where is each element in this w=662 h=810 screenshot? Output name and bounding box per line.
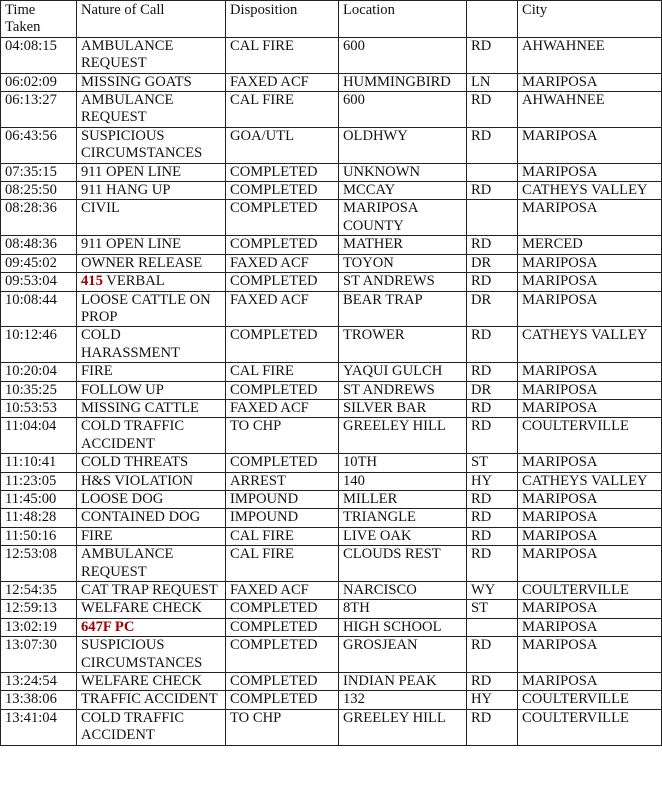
nature-of-call-text: SUSPICIOUS CIRCUMSTANCES [81, 637, 203, 671]
time-taken-cell: 13:38:06 [1, 691, 77, 709]
disposition-cell: CAL FIRE [226, 37, 339, 73]
street-suffix-cell: RD [467, 418, 518, 454]
time-taken-cell: 08:25:50 [1, 182, 77, 200]
city-cell: COULTERVILLE [518, 691, 662, 709]
street-suffix-cell: LN [467, 73, 518, 91]
nature-of-call-text: VERBAL [102, 273, 165, 290]
table-row [1, 399, 662, 417]
time-taken-cell: 10:08:44 [1, 291, 77, 327]
street-suffix-cell [467, 163, 518, 181]
nature-of-call-cell [77, 454, 226, 472]
city-cell: MERCED [518, 236, 662, 254]
time-taken-cell: 11:10:41 [1, 454, 77, 472]
time-taken-cell: 13:07:30 [1, 637, 77, 673]
street-suffix-cell: ST [467, 454, 518, 472]
table-row [1, 236, 662, 254]
time-taken-cell: 11:23:05 [1, 472, 77, 490]
disposition-cell: FAXED ACF [226, 254, 339, 272]
location-cell: ST ANDREWS [339, 381, 467, 399]
table-row [1, 709, 662, 745]
time-taken-cell: 13:24:54 [1, 673, 77, 691]
table-row [1, 618, 662, 636]
location-cell: ST ANDREWS [339, 273, 467, 291]
disposition-cell: COMPLETED [226, 163, 339, 181]
nature-of-call-cell [77, 691, 226, 709]
table-row [1, 163, 662, 181]
table-row [1, 363, 662, 381]
location-cell: TOYON [339, 254, 467, 272]
nature-of-call-cell [77, 273, 226, 291]
city-cell: AHWAHNEE [518, 92, 662, 128]
city-cell: COULTERVILLE [518, 418, 662, 454]
street-suffix-cell [467, 200, 518, 236]
nature-of-call-cell [77, 637, 226, 673]
location-cell: 600 [339, 92, 467, 128]
nature-of-call-text: 911 OPEN LINE [81, 236, 181, 253]
city-cell: MARIPOSA [518, 490, 662, 508]
disposition-cell: TO CHP [226, 418, 339, 454]
nature-of-call-text: TRAFFIC ACCIDENT [81, 691, 218, 708]
city-cell: CATHEYS VALLEY [518, 327, 662, 363]
street-suffix-cell: DR [467, 381, 518, 399]
city-cell: MARIPOSA [518, 637, 662, 673]
time-taken-cell: 10:12:46 [1, 327, 77, 363]
table-row [1, 546, 662, 582]
city-cell: MARIPOSA [518, 73, 662, 91]
nature-of-call-text: FIRE [81, 363, 113, 380]
city-cell: CATHEYS VALLEY [518, 182, 662, 200]
disposition-cell: COMPLETED [226, 273, 339, 291]
location-cell: TRIANGLE [339, 509, 467, 527]
location-cell: SILVER BAR [339, 399, 467, 417]
time-taken-cell: 11:45:00 [1, 490, 77, 508]
disposition-cell: ARREST [226, 472, 339, 490]
disposition-cell: FAXED ACF [226, 291, 339, 327]
table-row [1, 92, 662, 128]
disposition-cell: COMPLETED [226, 600, 339, 618]
table-row [1, 600, 662, 618]
nature-of-call-text: H&S VIOLATION [81, 472, 194, 489]
nature-of-call-text: COLD THREATS [81, 454, 189, 471]
disposition-cell: FAXED ACF [226, 73, 339, 91]
table-row [1, 37, 662, 73]
nature-of-call-text: OWNER RELEASE [81, 254, 203, 271]
time-taken-cell: 09:53:04 [1, 273, 77, 291]
street-suffix-cell: RD [467, 273, 518, 291]
table-row [1, 200, 662, 236]
nature-of-call-cell [77, 472, 226, 490]
city-cell: MARIPOSA [518, 200, 662, 236]
street-suffix-cell: WY [467, 582, 518, 600]
nature-of-call-cell [77, 490, 226, 508]
table-row [1, 691, 662, 709]
location-cell: BEAR TRAP [339, 291, 467, 327]
location-cell: MARIPOSA COUNTY [339, 200, 467, 236]
city-cell: MARIPOSA [518, 600, 662, 618]
nature-of-call-cell [77, 127, 226, 163]
disposition-cell: COMPLETED [226, 381, 339, 399]
time-taken-cell: 08:48:36 [1, 236, 77, 254]
city-cell: MARIPOSA [518, 291, 662, 327]
street-suffix-cell: RD [467, 673, 518, 691]
nature-of-call-cell [77, 527, 226, 545]
disposition-cell: CAL FIRE [226, 527, 339, 545]
location-cell: MCCAY [339, 182, 467, 200]
street-suffix-cell: DR [467, 254, 518, 272]
nature-of-call-cell [77, 363, 226, 381]
header-location: Location [339, 1, 467, 38]
nature-of-call-text: FIRE [81, 527, 113, 544]
street-suffix-cell: RD [467, 709, 518, 745]
nature-of-call-cell [77, 291, 226, 327]
location-cell: CLOUDS REST [339, 546, 467, 582]
location-cell: 132 [339, 691, 467, 709]
time-taken-cell: 09:45:02 [1, 254, 77, 272]
time-taken-cell: 07:35:15 [1, 163, 77, 181]
time-taken-cell: 13:02:19 [1, 618, 77, 636]
street-suffix-cell: RD [467, 637, 518, 673]
nature-of-call-cell [77, 327, 226, 363]
table-row [1, 472, 662, 490]
nature-of-call-cell [77, 200, 226, 236]
city-cell: MARIPOSA [518, 546, 662, 582]
street-suffix-cell: RD [467, 127, 518, 163]
header-time-taken: Time Taken [1, 1, 77, 38]
time-taken-cell: 08:28:36 [1, 200, 77, 236]
disposition-cell: CAL FIRE [226, 546, 339, 582]
location-cell: HUMMINGBIRD [339, 73, 467, 91]
city-cell: MARIPOSA [518, 163, 662, 181]
nature-of-call-cell [77, 163, 226, 181]
time-taken-cell: 06:02:09 [1, 73, 77, 91]
location-cell: GROSJEAN [339, 637, 467, 673]
disposition-cell: COMPLETED [226, 454, 339, 472]
street-suffix-cell: RD [467, 363, 518, 381]
header-city: City [518, 1, 662, 38]
location-cell: YAQUI GULCH [339, 363, 467, 381]
location-cell: 10TH [339, 454, 467, 472]
time-taken-cell: 11:04:04 [1, 418, 77, 454]
nature-of-call-cell [77, 182, 226, 200]
street-suffix-cell: RD [467, 327, 518, 363]
header-street-suffix [467, 1, 518, 38]
table-row [1, 327, 662, 363]
nature-of-call-cell [77, 618, 226, 636]
city-cell: MARIPOSA [518, 254, 662, 272]
penal-code-label: 415 [81, 273, 103, 290]
city-cell: COULTERVILLE [518, 709, 662, 745]
nature-of-call-text: COLD TRAFFIC ACCIDENT [81, 418, 185, 452]
street-suffix-cell: DR [467, 291, 518, 327]
location-cell: 140 [339, 472, 467, 490]
street-suffix-cell: RD [467, 37, 518, 73]
street-suffix-cell: ST [467, 600, 518, 618]
city-cell: CATHEYS VALLEY [518, 472, 662, 490]
city-cell: AHWAHNEE [518, 37, 662, 73]
time-taken-cell: 11:50:16 [1, 527, 77, 545]
time-taken-cell: 11:48:28 [1, 509, 77, 527]
nature-of-call-cell [77, 381, 226, 399]
nature-of-call-text: LOOSE DOG [81, 490, 164, 507]
location-cell: 8TH [339, 600, 467, 618]
table-row [1, 291, 662, 327]
nature-of-call-text: CIVIL [81, 200, 120, 217]
nature-of-call-text: COLD HARASSMENT [81, 327, 180, 361]
nature-of-call-cell [77, 546, 226, 582]
location-cell: MILLER [339, 490, 467, 508]
nature-of-call-cell [77, 254, 226, 272]
table-row [1, 418, 662, 454]
time-taken-cell: 10:53:53 [1, 399, 77, 417]
time-taken-cell: 04:08:15 [1, 37, 77, 73]
disposition-cell: TO CHP [226, 709, 339, 745]
street-suffix-cell: RD [467, 92, 518, 128]
table-row [1, 582, 662, 600]
street-suffix-cell: RD [467, 399, 518, 417]
city-cell: MARIPOSA [518, 273, 662, 291]
time-taken-cell: 13:41:04 [1, 709, 77, 745]
location-cell: GREELEY HILL [339, 709, 467, 745]
street-suffix-cell: RD [467, 509, 518, 527]
header-row [1, 1, 662, 38]
table-row [1, 182, 662, 200]
location-cell: LIVE OAK [339, 527, 467, 545]
nature-of-call-text: LOOSE CATTLE ON PROP [81, 291, 211, 325]
disposition-cell: IMPOUND [226, 509, 339, 527]
nature-of-call-text: AMBULANCE REQUEST [81, 546, 174, 580]
street-suffix-cell: RD [467, 236, 518, 254]
disposition-cell: COMPLETED [226, 182, 339, 200]
disposition-cell: IMPOUND [226, 490, 339, 508]
nature-of-call-text: SUSPICIOUS CIRCUMSTANCES [81, 127, 203, 162]
disposition-cell: COMPLETED [226, 200, 339, 236]
time-taken-cell: 10:35:25 [1, 381, 77, 399]
location-cell: 600 [339, 37, 467, 73]
table-row [1, 454, 662, 472]
city-cell: MARIPOSA [518, 454, 662, 472]
table-row [1, 127, 662, 163]
nature-of-call-text: CAT TRAP REQUEST [81, 582, 218, 598]
city-cell: MARIPOSA [518, 509, 662, 527]
street-suffix-cell: RD [467, 546, 518, 582]
city-cell: MARIPOSA [518, 618, 662, 636]
disposition-cell: COMPLETED [226, 637, 339, 673]
street-suffix-cell: HY [467, 472, 518, 490]
nature-of-call-cell [77, 600, 226, 618]
time-taken-cell: 06:43:56 [1, 127, 77, 163]
time-taken-cell: 12:54:35 [1, 582, 77, 600]
table-row [1, 73, 662, 91]
table-row [1, 527, 662, 545]
street-suffix-cell: HY [467, 691, 518, 709]
street-suffix-cell: RD [467, 527, 518, 545]
disposition-cell: FAXED ACF [226, 399, 339, 417]
location-cell: TROWER [339, 327, 467, 363]
table-row [1, 273, 662, 291]
penal-code-label: 647F PC [81, 618, 135, 635]
table-row [1, 254, 662, 272]
nature-of-call-text: MISSING GOATS [81, 73, 192, 90]
time-taken-cell: 12:53:08 [1, 546, 77, 582]
disposition-cell: COMPLETED [226, 327, 339, 363]
location-cell: OLDHWY [339, 127, 467, 163]
disposition-cell: CAL FIRE [226, 92, 339, 128]
time-taken-cell: 10:20:04 [1, 363, 77, 381]
table-row [1, 490, 662, 508]
street-suffix-cell: RD [467, 490, 518, 508]
city-cell: MARIPOSA [518, 127, 662, 163]
nature-of-call-cell [77, 37, 226, 73]
nature-of-call-cell [77, 418, 226, 454]
street-suffix-cell [467, 618, 518, 636]
table-row [1, 381, 662, 399]
disposition-cell: COMPLETED [226, 618, 339, 636]
header-nature-of-call: Nature of Call [77, 1, 226, 38]
nature-of-call-text: CONTAINED DOG [81, 509, 201, 526]
location-cell: MATHER [339, 236, 467, 254]
time-taken-cell: 06:13:27 [1, 92, 77, 128]
disposition-cell: COMPLETED [226, 673, 339, 691]
location-cell: INDIAN PEAK [339, 673, 467, 691]
disposition-cell: COMPLETED [226, 691, 339, 709]
location-cell: HIGH SCHOOL [339, 618, 467, 636]
nature-of-call-cell [77, 582, 226, 600]
nature-of-call-cell [77, 92, 226, 128]
nature-of-call-text: AMBULANCE REQUEST [81, 92, 174, 126]
disposition-cell: GOA/UTL [226, 127, 339, 163]
city-cell: MARIPOSA [518, 381, 662, 399]
nature-of-call-text: WELFARE CHECK [81, 600, 202, 617]
nature-of-call-text: MISSING CATTLE [81, 399, 199, 416]
disposition-cell: COMPLETED [226, 236, 339, 254]
city-cell: COULTERVILLE [518, 582, 662, 600]
nature-of-call-text: 911 OPEN LINE [81, 163, 181, 180]
location-cell: GREELEY HILL [339, 418, 467, 454]
nature-of-call-cell [77, 673, 226, 691]
nature-of-call-text: FOLLOW UP [81, 381, 164, 398]
nature-of-call-text: COLD TRAFFIC ACCIDENT [81, 709, 185, 744]
nature-of-call-cell [77, 509, 226, 527]
table-row [1, 509, 662, 527]
nature-of-call-cell [77, 73, 226, 91]
nature-of-call-cell [77, 236, 226, 254]
street-suffix-cell: RD [467, 182, 518, 200]
location-cell: UNKNOWN [339, 163, 467, 181]
call-log-body [1, 37, 662, 745]
time-taken-cell: 12:59:13 [1, 600, 77, 618]
city-cell: MARIPOSA [518, 363, 662, 381]
disposition-cell: FAXED ACF [226, 582, 339, 600]
nature-of-call-text: WELFARE CHECK [81, 673, 202, 690]
table-row [1, 637, 662, 673]
city-cell: MARIPOSA [518, 399, 662, 417]
table-row [1, 673, 662, 691]
nature-of-call-cell [77, 709, 226, 745]
nature-of-call-text: 911 HANG UP [81, 182, 171, 199]
city-cell: MARIPOSA [518, 527, 662, 545]
nature-of-call-text: AMBULANCE REQUEST [81, 37, 174, 72]
nature-of-call-cell [77, 399, 226, 417]
disposition-cell: CAL FIRE [226, 363, 339, 381]
location-cell: NARCISCO [339, 582, 467, 600]
city-cell: MARIPOSA [518, 673, 662, 691]
header-disposition: Disposition [226, 1, 339, 38]
